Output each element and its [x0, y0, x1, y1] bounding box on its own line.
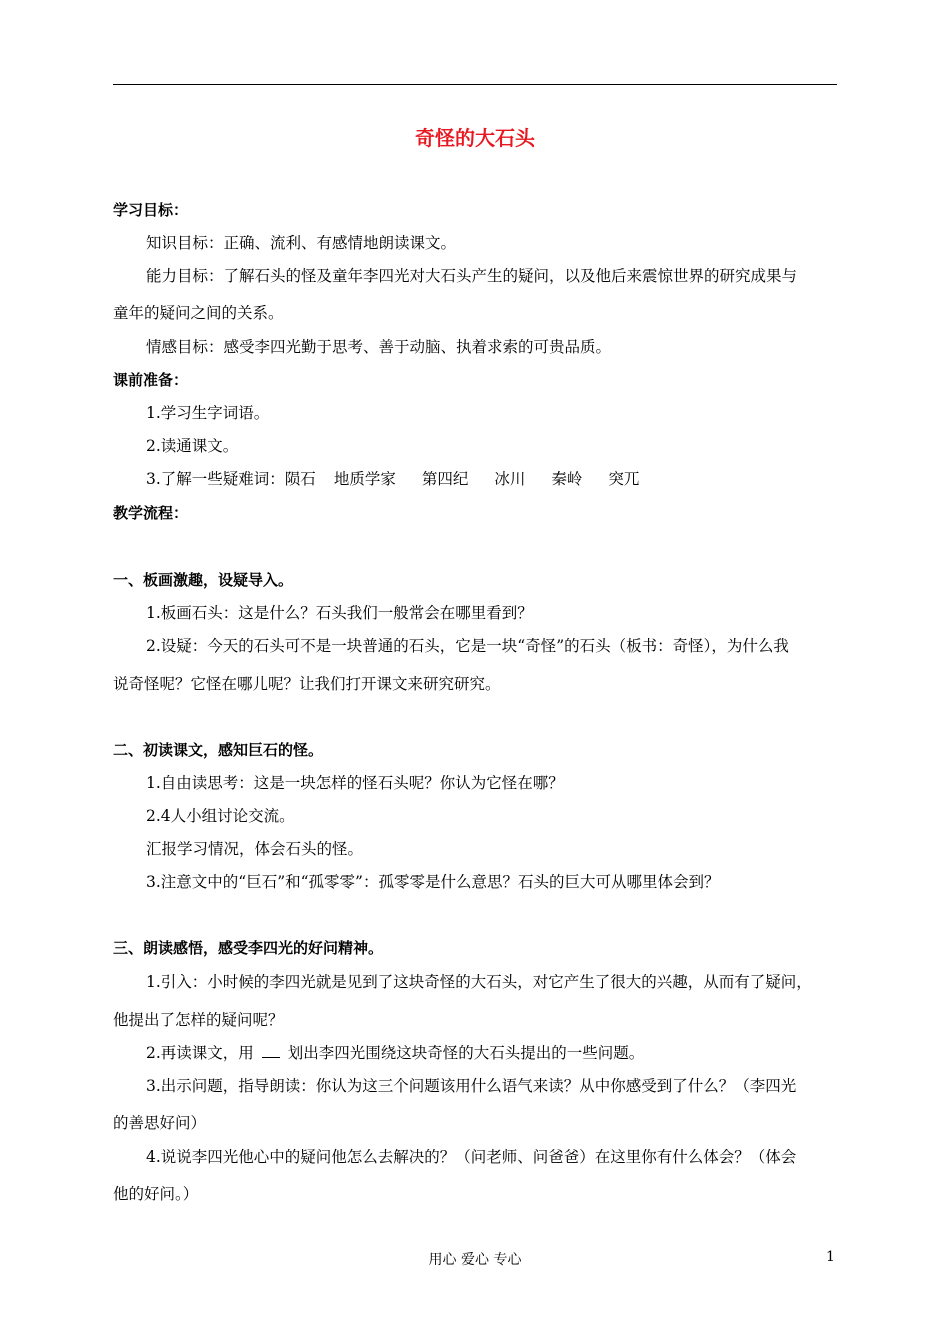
emotion-objective: 情感目标：感受李四光勤于思考、善于动脑、执着求索的可贵品质。 [146, 338, 612, 356]
section-2-item-3: 3.注意文中的“巨石”和“孤零零”：孤零零是什么意思？石头的巨大可从哪里体会到？ [146, 873, 720, 891]
document-title: 奇怪的大石头 [415, 126, 535, 150]
section-2-item-1: 1.自由读思考：这是一块怎样的怪石头呢？你认为它怪在哪？ [146, 774, 564, 792]
term-6: 突兀 [608, 470, 640, 488]
section-1-item-2-line2: 说奇怪呢？它怪在哪儿呢？让我们打开课文来研究研究。 [113, 675, 501, 693]
process-heading: 教学流程： [113, 504, 189, 522]
section-3-item-3-line2: 的善思好问） [113, 1114, 207, 1132]
objectives-heading: 学习目标： [113, 201, 189, 219]
term-2: 地质学家 [333, 470, 396, 488]
section-3-item-1-line1: 1.引入：小时候的李四光就是见到了这块奇怪的大石头，对它产生了很大的兴趣，从而有了疑问， [146, 973, 812, 991]
section-3-item-2-after: 划出李四光围绕这块奇怪的大石头提出的一些问题。 [287, 1044, 645, 1062]
section-3-item-4-line2: 他的好问。） [113, 1185, 199, 1203]
preparation-item-3-prefix: 3.了解一些疑难词： [146, 470, 285, 488]
section-1-item-2-line1: 2.设疑：今天的石头可不是一块普通的石头，它是一块“奇怪”的石头（板书：奇怪），为什么我 [146, 637, 789, 655]
ability-objective-line2: 童年的疑问之间的关系。 [113, 304, 284, 322]
footer-motto: 用心 爱心 专心 [428, 1252, 522, 1268]
section-3-item-2-before: 2.再读课文，用 [146, 1044, 254, 1062]
section-3-item-2 [146, 1043, 644, 1063]
section-3-item-3-line1: 3.出示问题，指导朗读：你认为这三个问题该用什么语气来读？从中你感受到了什么？（李四光 [146, 1077, 797, 1095]
section-1-heading: 一、板画激趣，设疑导入。 [113, 571, 294, 589]
preparation-item-3 [146, 469, 639, 489]
knowledge-objective: 知识目标：正确、流利、有感情地朗读课文。 [146, 234, 457, 252]
section-3-item-4-line1: 4.说说李四光他心中的疑问他怎么去解决的？（问老师、问爸爸）在这里你有什么体会？（体会 [146, 1148, 797, 1166]
section-1-item-1: 1.板画石头：这是什么？石头我们一般常会在哪里看到？ [146, 604, 533, 622]
term-4: 冰川 [494, 470, 526, 488]
section-2-item-2: 2.4人小组讨论交流。 [146, 807, 295, 825]
underline-blank [262, 1045, 280, 1058]
preparation-heading: 课前准备： [113, 371, 189, 389]
term-1: 陨石 [284, 470, 316, 488]
section-2-item-2b: 汇报学习情况，体会石头的怪。 [146, 840, 364, 858]
ability-objective-line1: 能力目标：了解石头的怪及童年李四光对大石头产生的疑问，以及他后来震惊世界的研究成果与 [146, 267, 798, 285]
preparation-item-1: 1.学习生字词语。 [146, 404, 270, 422]
section-3-item-1-line2: 他提出了怎样的疑问呢？ [113, 1011, 284, 1029]
preparation-item-2: 2.读通课文。 [146, 437, 239, 455]
section-2-heading: 二、初读课文，感知巨石的怪。 [113, 741, 324, 759]
term-3: 第四纪 [421, 470, 469, 488]
term-5: 秦岭 [551, 470, 583, 488]
page-number: 1 [826, 1249, 835, 1265]
header-rule [113, 84, 837, 85]
section-3-heading: 三、朗读感悟，感受李四光的好问精神。 [113, 939, 384, 957]
